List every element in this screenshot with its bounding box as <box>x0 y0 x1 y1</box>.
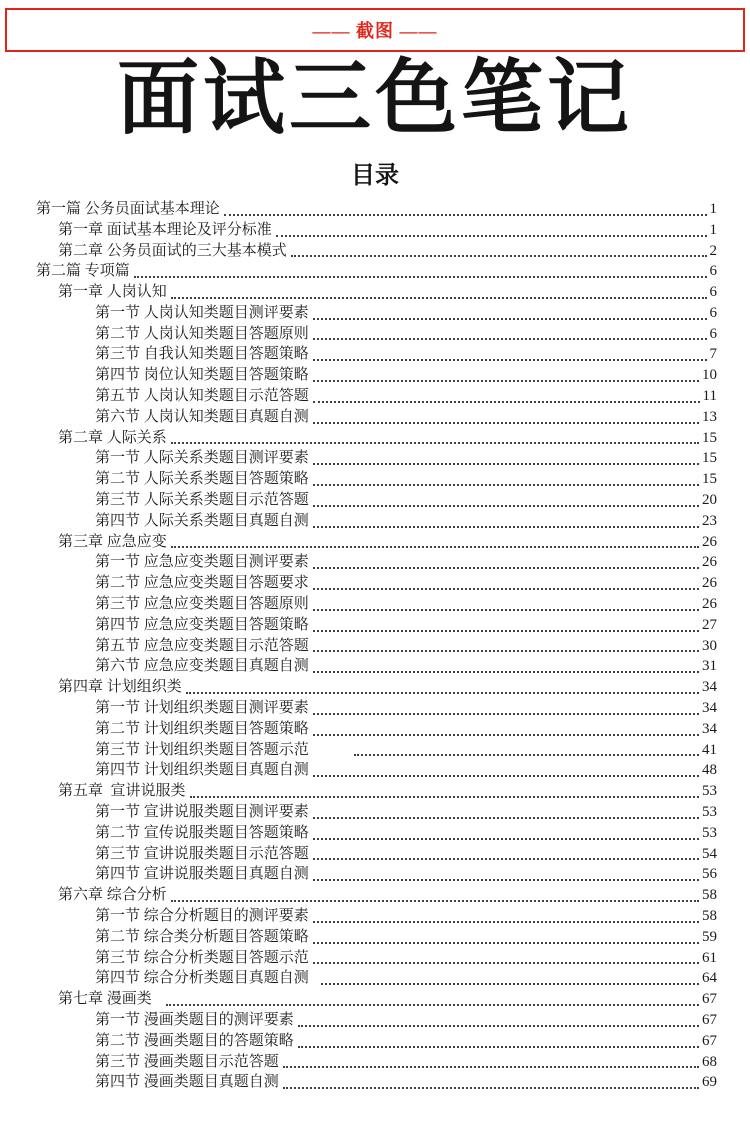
toc-entry-label: 第四节 人际关系类题目真题自测 <box>95 512 309 529</box>
toc-entry-label: 第二节 计划组织类题目答题策略 <box>95 720 309 737</box>
dot-leader <box>171 546 699 548</box>
dot-leader <box>313 526 699 528</box>
dot-leader <box>171 442 699 444</box>
document-title: 面试三色笔记 <box>116 53 633 144</box>
toc-entry-page: 10 <box>702 367 717 384</box>
toc-entry[interactable] <box>0 324 750 345</box>
dot-leader <box>291 255 707 257</box>
toc-entry-page: 56 <box>702 866 717 883</box>
toc-entry-label: 第三节 宣讲说服类题目示范答题 <box>95 845 309 862</box>
toc-entry[interactable] <box>0 1010 750 1031</box>
dot-leader <box>313 962 699 964</box>
toc-entry-label: 第三节 人际关系类题目示范答题 <box>95 492 309 509</box>
dot-leader <box>313 338 707 340</box>
toc-entry[interactable] <box>0 989 750 1010</box>
toc-entry[interactable] <box>0 490 750 511</box>
dot-leader <box>224 214 707 216</box>
dot-leader <box>354 754 699 756</box>
toc-entry-page: 54 <box>702 845 717 862</box>
toc-entry[interactable] <box>0 448 750 469</box>
toc-entry[interactable] <box>0 241 750 262</box>
toc-entry[interactable] <box>0 781 750 802</box>
toc-entry-page: 53 <box>702 824 717 841</box>
toc-entry-label: 第二节 综合类分析题目答题策略 <box>95 928 309 945</box>
toc-entry-label: 第四节 综合分析类题目真题自测 <box>95 970 309 987</box>
toc-entry-label: 第四节 漫画类题目真题自测 <box>95 1074 279 1091</box>
toc-entry[interactable] <box>0 220 750 241</box>
toc-entry[interactable] <box>0 844 750 865</box>
dot-leader <box>313 879 699 881</box>
toc-entry[interactable] <box>0 740 750 761</box>
toc-entry-page: 26 <box>702 554 717 571</box>
toc-entry-page: 6 <box>709 304 717 321</box>
toc-entry-page: 6 <box>709 284 717 301</box>
toc-entry-label: 第三节 综合分析类题目答题示范 <box>95 949 309 966</box>
dot-leader <box>313 734 699 736</box>
dot-leader <box>313 359 707 361</box>
dot-leader <box>313 318 707 320</box>
toc-entry[interactable] <box>0 261 750 282</box>
toc-entry[interactable] <box>0 927 750 948</box>
dot-leader <box>313 921 699 923</box>
dot-leader <box>313 505 699 507</box>
toc-entry-label: 第三节 应急应变类题目答题原则 <box>95 596 309 613</box>
toc-entry-label: 第五章 宣讲说服类 <box>58 783 186 800</box>
toc-entry-label: 第二节 漫画类题目的答题策略 <box>95 1032 294 1049</box>
toc-entry-page: 68 <box>702 1053 717 1070</box>
toc-entry-page: 69 <box>702 1074 717 1091</box>
dot-leader <box>313 630 699 632</box>
toc-entry[interactable] <box>0 719 750 740</box>
toc-entry-label: 第四章 计划组织类 <box>58 679 182 696</box>
dot-leader <box>298 1025 699 1027</box>
toc-entry-page: 20 <box>702 492 717 509</box>
toc-entry[interactable] <box>0 199 750 220</box>
toc-entry-label: 第一节 应急应变类题目测评要素 <box>95 554 309 571</box>
toc-entry-page: 13 <box>702 408 717 425</box>
toc-entry-label: 第一节 人际关系类题目测评要素 <box>95 450 309 467</box>
toc-entry[interactable] <box>0 282 750 303</box>
dot-leader <box>313 484 699 486</box>
toc-entry[interactable] <box>0 365 750 386</box>
dot-leader <box>313 650 699 652</box>
dot-leader <box>313 422 699 424</box>
toc-entry-page: 7 <box>709 346 717 363</box>
toc-entry-page: 1 <box>709 200 717 217</box>
toc-entry-page: 53 <box>702 783 717 800</box>
dot-leader <box>283 1087 699 1089</box>
toc-entry-page: 26 <box>702 596 717 613</box>
toc-entry[interactable] <box>0 802 750 823</box>
toc-entry-label: 第六章 综合分析 <box>58 887 167 904</box>
toc-entry[interactable] <box>0 698 750 719</box>
dot-leader <box>313 671 699 673</box>
dot-leader <box>313 567 699 569</box>
toc-entry[interactable] <box>0 636 750 657</box>
toc-entry-page: 23 <box>702 512 717 529</box>
toc-entry[interactable] <box>0 885 750 906</box>
toc-entry-page: 58 <box>702 887 717 904</box>
toc-entry-label: 第二节 人岗认知类题目答题原则 <box>95 325 309 342</box>
toc-entry[interactable] <box>0 511 750 532</box>
toc-entry-page: 67 <box>702 1032 717 1049</box>
toc-entry[interactable] <box>0 656 750 677</box>
screenshot-banner <box>5 8 745 52</box>
toc-entry[interactable] <box>0 428 750 449</box>
toc-entry[interactable] <box>0 532 750 553</box>
toc-entry-page: 48 <box>702 762 717 779</box>
toc-entry-label: 第四节 宣讲说服类题目真题自测 <box>95 866 309 883</box>
dot-leader <box>276 235 707 237</box>
toc-entry-label: 第一章 人岗认知 <box>58 284 167 301</box>
toc-entry[interactable] <box>0 968 750 989</box>
toc-entry-page: 61 <box>702 949 717 966</box>
toc-entry-label: 第一节 漫画类题目的测评要素 <box>95 1011 294 1028</box>
banner-label: —— 截图 —— <box>312 21 438 41</box>
toc-heading: 目录 <box>351 162 399 189</box>
toc-entry-page: 34 <box>702 720 717 737</box>
dot-leader <box>313 713 699 715</box>
toc-entry-label: 第七章 漫画类 <box>58 991 152 1008</box>
toc-entry-page: 26 <box>702 533 717 550</box>
toc-entry-page: 58 <box>702 908 717 924</box>
toc-entry-label: 第三节 自我认知类题目答题策略 <box>95 346 309 363</box>
dot-leader <box>313 942 699 944</box>
toc-entry[interactable] <box>0 864 750 885</box>
dot-leader <box>190 796 699 798</box>
toc-entry[interactable] <box>0 594 750 615</box>
dot-leader <box>313 858 699 860</box>
dot-leader <box>313 817 699 819</box>
toc-entry-label: 第六节 应急应变类题目真题自测 <box>95 658 309 675</box>
toc-entry-label: 第一篇 公务员面试基本理论 <box>36 200 220 217</box>
toc-entry-page: 6 <box>709 325 717 342</box>
toc-entry-label: 第六节 人岗认知类题目真题自测 <box>95 408 309 425</box>
toc-entry-label: 第四节 应急应变类题目答题策略 <box>95 616 309 633</box>
dot-leader <box>134 276 707 278</box>
toc-entry-label: 第二篇 专项篇 <box>36 263 130 280</box>
dot-leader <box>313 775 699 777</box>
toc-entry[interactable] <box>0 615 750 636</box>
toc-entry-label: 第二节 宣传说服类题目答题策略 <box>95 824 309 841</box>
toc-entry-label: 第五节 人岗认知类题目示范答题 <box>95 388 309 405</box>
dot-leader <box>171 297 707 299</box>
toc-entry-page: 6 <box>709 263 717 280</box>
toc-entry-page: 64 <box>702 970 717 987</box>
toc-entry-page: 27 <box>702 616 717 633</box>
toc-entry-page: 67 <box>702 1011 717 1028</box>
toc-entry-label: 第一节 计划组织类题目测评要素 <box>95 700 309 717</box>
toc-entry[interactable] <box>0 677 750 698</box>
toc-entry[interactable] <box>0 1072 750 1093</box>
toc-entry[interactable] <box>0 760 750 781</box>
toc-entry-page: 15 <box>702 450 717 467</box>
toc-entry-label: 第一章 面试基本理论及评分标准 <box>58 221 272 238</box>
toc-entry-label: 第一节 宣讲说服类题目测评要素 <box>95 804 309 821</box>
toc-entry-label: 第三节 漫画类题目示范答题 <box>95 1053 279 1070</box>
toc-entry-page: 2 <box>709 242 717 259</box>
toc-entry-label: 第四节 计划组织类题目真题自测 <box>95 762 309 779</box>
toc-entry-page: 30 <box>702 637 717 654</box>
dot-leader <box>186 692 699 694</box>
toc-entry-page: 31 <box>702 658 717 675</box>
dot-leader <box>166 1004 699 1006</box>
toc-entry-page: 67 <box>702 991 717 1008</box>
toc-entry-page: 11 <box>702 388 717 405</box>
toc-entry-label: 第五节 应急应变类题目示范答题 <box>95 637 309 654</box>
toc-entry-page: 1 <box>709 221 717 238</box>
toc-entry-label: 第二节 应急应变类题目答题要求 <box>95 575 309 592</box>
dot-leader <box>321 983 699 985</box>
toc-entry[interactable] <box>0 303 750 324</box>
toc-entry[interactable] <box>0 1052 750 1073</box>
dot-leader <box>313 463 699 465</box>
toc-entry-page: 59 <box>702 928 717 945</box>
toc-entry[interactable] <box>0 1031 750 1052</box>
toc-entry-label: 第二章 人际关系 <box>58 429 167 446</box>
toc-entry[interactable] <box>0 386 750 407</box>
toc-entry-page: 34 <box>702 700 717 717</box>
toc-entry-page: 15 <box>702 429 717 446</box>
toc-entry-label: 第二节 人际关系类题目答题策略 <box>95 471 309 488</box>
toc-entry[interactable] <box>0 344 750 365</box>
dot-leader <box>313 609 699 611</box>
dot-leader <box>298 1046 699 1048</box>
toc-entry[interactable] <box>0 407 750 428</box>
toc-entry-label: 第一节 人岗认知类题目测评要素 <box>95 304 309 321</box>
toc-entry[interactable] <box>0 823 750 844</box>
toc-entry-page: 41 <box>702 741 717 758</box>
toc-entry-label: 第四节 岗位认知类题目答题策略 <box>95 367 309 384</box>
toc-entry[interactable] <box>0 469 750 490</box>
toc-entry[interactable] <box>0 906 750 927</box>
toc-entry[interactable] <box>0 573 750 594</box>
toc-entry-page: 53 <box>702 804 717 821</box>
dot-leader <box>313 401 700 403</box>
dot-leader <box>313 588 699 590</box>
dot-leader <box>313 380 699 382</box>
toc-entry-page: 15 <box>702 471 717 488</box>
dot-leader <box>283 1066 699 1068</box>
document-page <box>0 8 750 1122</box>
dot-leader <box>313 838 699 840</box>
table-of-contents <box>0 199 750 1093</box>
toc-entry[interactable] <box>0 948 750 969</box>
toc-entry-label: 第一节 综合分析题目的测评要素 <box>95 908 309 924</box>
toc-entry-page: 26 <box>702 575 717 592</box>
toc-entry-page: 34 <box>702 679 717 696</box>
toc-entry-label: 第二章 公务员面试的三大基本模式 <box>58 242 287 259</box>
toc-entry-label: 第三章 应急应变 <box>58 533 167 550</box>
dot-leader <box>171 900 699 902</box>
toc-entry[interactable] <box>0 552 750 573</box>
toc-entry-label: 第三节 计划组织类题目答题示范 <box>95 741 309 758</box>
